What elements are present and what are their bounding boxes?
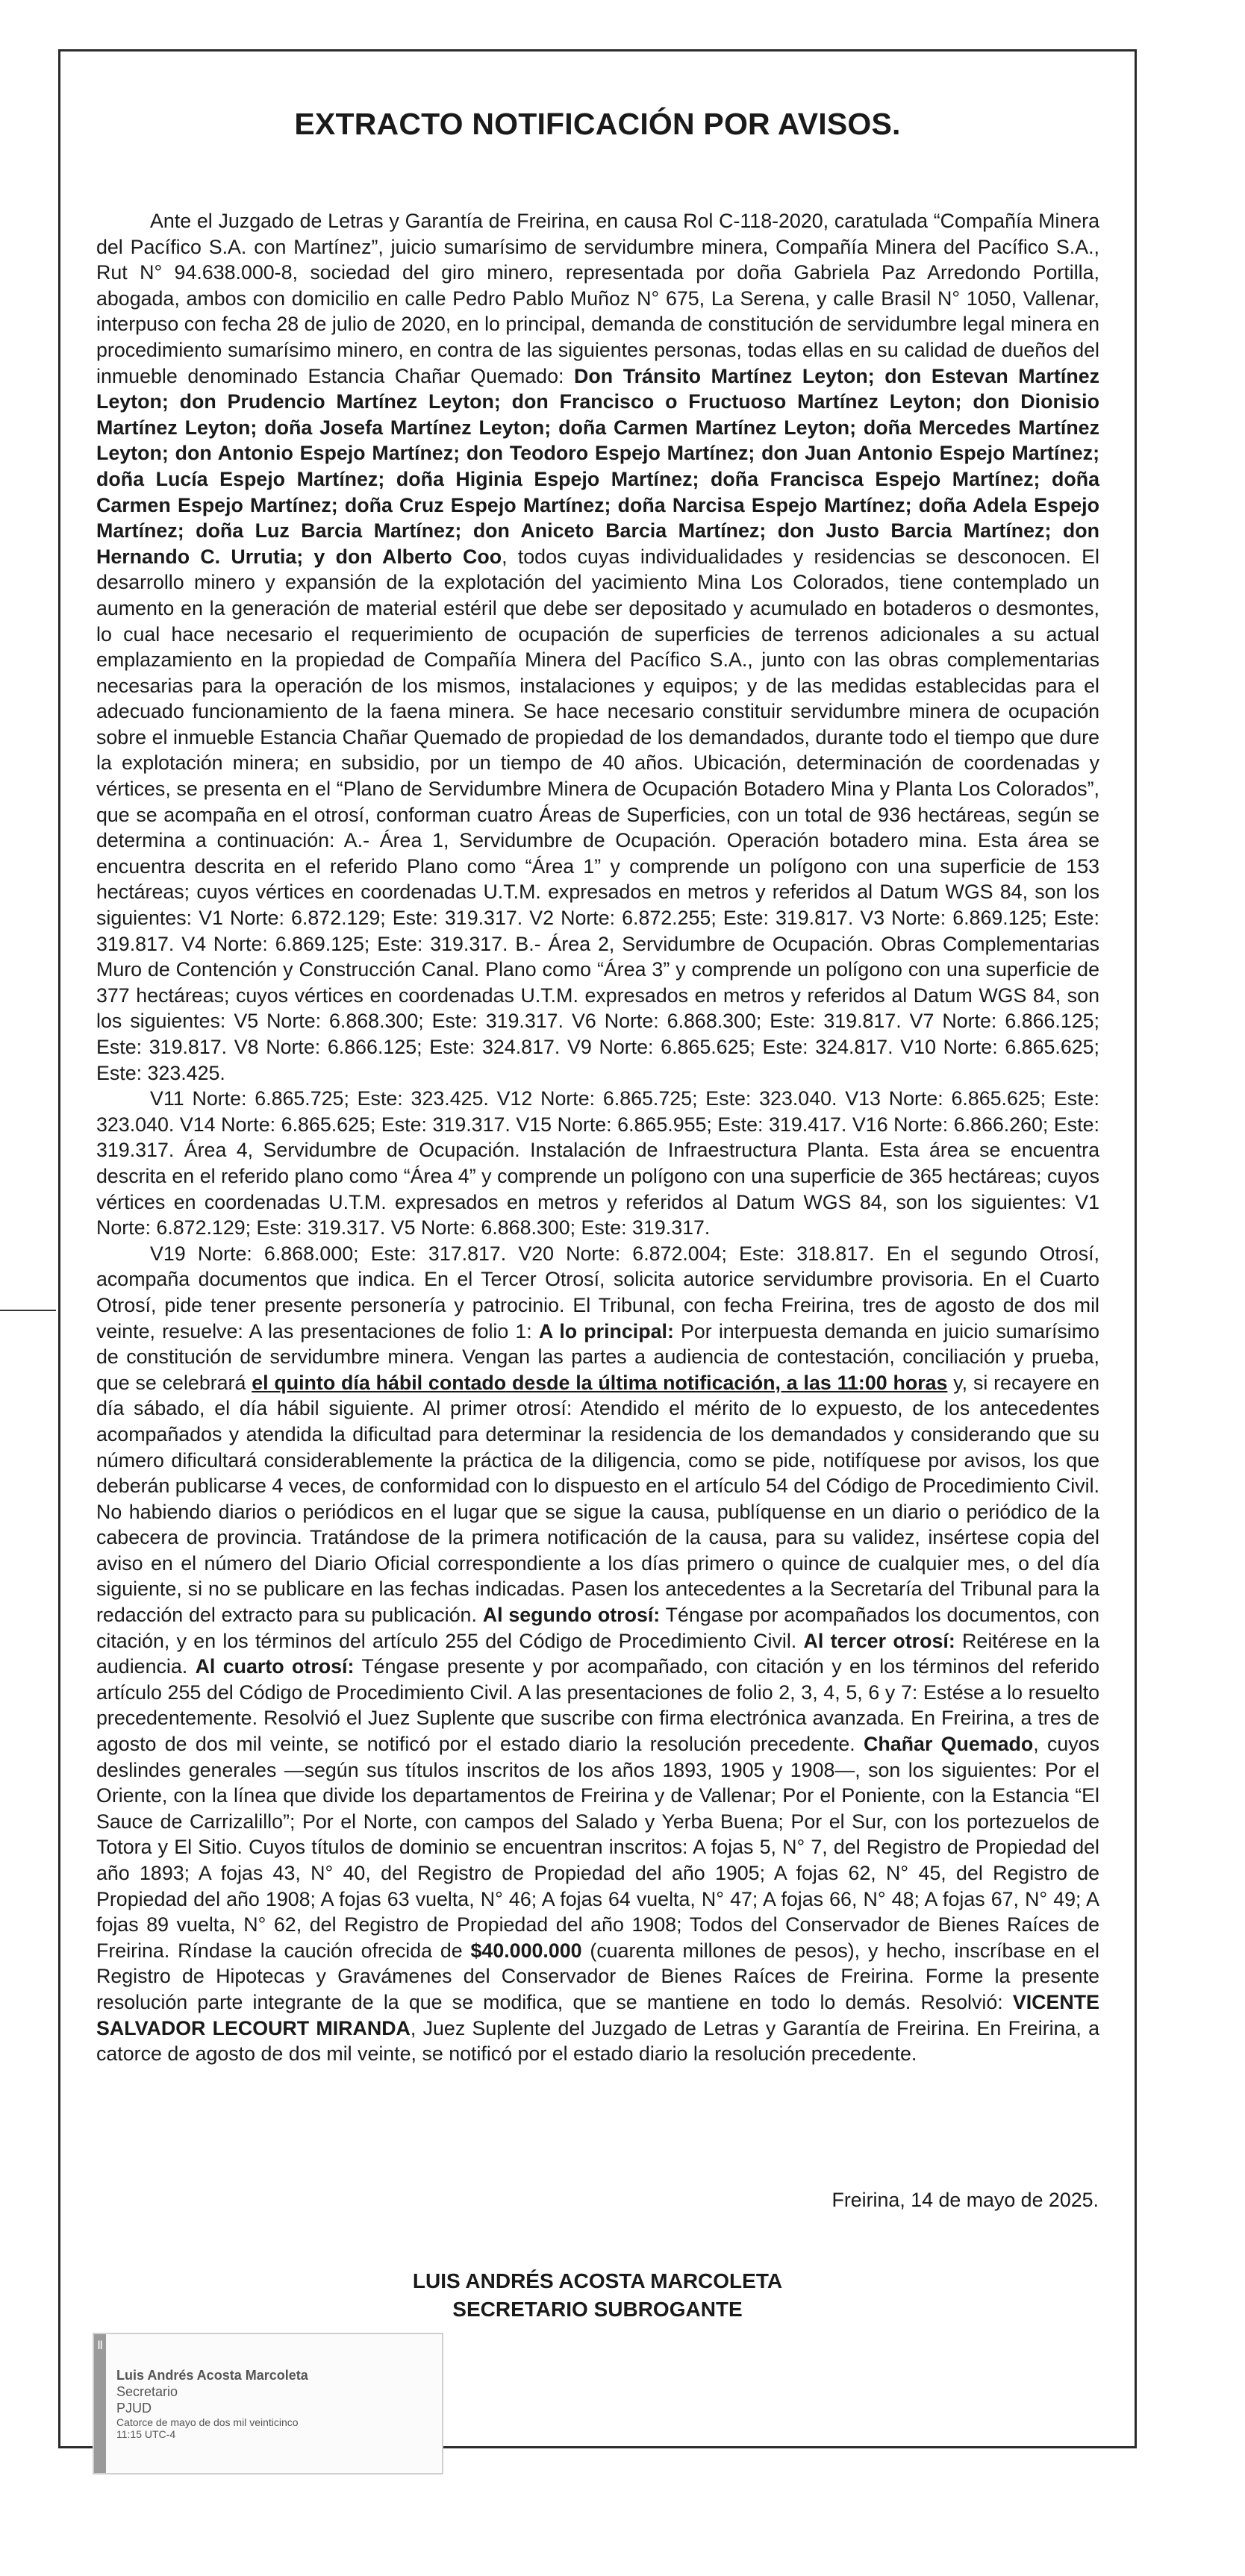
signature-name: Luis Andrés Acosta Marcoleta: [116, 2368, 308, 2383]
page-title: EXTRACTO NOTIFICACIÓN POR AVISOS.: [294, 107, 901, 141]
bold-run: VICENTE SALVADOR LECOURT MIRANDA: [96, 1990, 1099, 2039]
bold-run: Al segundo otrosí:: [482, 1604, 661, 1627]
date-line: Freirina, 14 de mayo de 2025.: [831, 2189, 1099, 2211]
text-run: V19 Norte: 6.868.000; Este: 317.817. V20 Norte: 6.872.004; Este: 318.817. En el segundo Otrosí, acompaña documentos que indica. En el Tercer Otrosí, solicita autorice servidumbre provisoria. En el Cuarto Otrosí, pide tener presente personería y patrocinio. El Tribunal, con fecha Freirina, tres de agosto de dos mil veinte, resuelve: A las presentaciones de folio 1:: [96, 1242, 1099, 1342]
signature-position: Secretario: [116, 2384, 178, 2399]
signer-role: SECRETARIO SUBROGANTE: [452, 2298, 743, 2321]
body-paragraph: [96, 1241, 1099, 2067]
notice-body: [96, 208, 1099, 2067]
signer-name: LUIS ANDRÉS ACOSTA MARCOLETA: [412, 2269, 783, 2292]
pjud-logo-icon: Ⅱ: [97, 2338, 103, 2352]
bold-run: el quinto día hábil contado desde la última notificación, a las 11:00 horas: [252, 1371, 948, 1394]
bold-run: Don Tránsito Martínez Leyton; don Estevan Martínez Leyton; don Prudencio Martínez Leyton; don Francisco o Fructuoso Martínez Leyton; don Dionisio Martínez Leyton; doña Josefa Martínez Leyton; doña Carmen Martínez Leyton; doña Mercedes Martínez Leyton; don Antonio Espejo Martínez; don Teodoro Espejo Martínez; don Juan Antonio Espejo Martínez; doña Lucía Espejo Martínez; doña Higinia Espejo Martínez; doña Francisca Espejo Martínez; doña Carmen Espejo Martínez; doña Cruz Espejo Martínez; doña Narcisa Espejo Martínez; doña Adela Espejo Martínez; doña Luz Barcia Martínez; don Aniceto Barcia Martínez; don Justo Barcia Martínez; don Hernando C. Urrutia; y don Alberto Coo: [96, 364, 1099, 568]
bold-run: Chañar Quemado: [864, 1733, 1034, 1756]
text-run: V11 Norte: 6.865.725; Este: 323.425. V12 Norte: 6.865.725; Este: 323.040. V13 Norte: 6.865.625; Este: 323.040. V14 Norte: 6.865.625; Este: 319.317. V15 Norte: 6.865.955; Este: 319.417. V16 Norte: 6.866.260; Este: 319.317. Área 4, Servidumbre de Ocupación. Instalación de Infraestructura Planta. Esta área se encuentra descrita en el referido plano como “Área 4” y comprende un polígono con una superficie de 365 hectáreas; cuyos vértices en coordenadas U.T.M. expresados en metros y referidos al Datum WGS 84, son los siguientes: V1 Norte: 6.872.129; Este: 319.317. V5 Norte: 6.868.300; Este: 319.317.: [96, 1087, 1099, 1239]
signer-block: [60, 2267, 1135, 2324]
text-run: , Juez Suplente del Juzgado de Letras y Garantía de Freirina. En Freirina, a catorce de agosto de dos mil veinte, se notificó por el estado diario la resolución precedente.: [96, 2016, 1099, 2066]
margin-rule: [0, 1310, 56, 1311]
text-run: y, si recayere en día sábado, el día hábil siguiente. Al primer otrosí: Atendido el mérito de lo expuesto, de los antecedentes acompañados y atendida la dificultad para determinar la residencia de los demandados y considerando que su número dificultará considerablemente la práctica de la diligencia, como se pide, notifíquese por avisos, los que deberán publicarse 4 veces, de conformidad con lo dispuesto en el artículo 54 del Código de Procedimiento Civil. No habiendo diarios o periódicos en el lugar que se sigue la causa, publíquense en un diario o periódico de la cabecera de provincia. Tratándose de la primera notificación de la causa, para su validez, insértese copia del aviso en el número del Diario Oficial correspondiente a los días primero o quince de cualquier mes, o del día siguiente, si no se publicare en las fechas indicadas. Pasen los antecedentes a la Secretaría del Tribunal para la redacción del extracto para su publicación.: [96, 1371, 1100, 1627]
signature-time: 11:15 UTC-4: [116, 2428, 176, 2440]
text-run: Téngase por acompañados los documentos, con citación, y en los términos del artículo 255 del Código de Procedimiento Civil.: [96, 1604, 1099, 1652]
bold-run: A lo principal:: [538, 1319, 674, 1342]
text-run: Reitérese en la audiencia.: [96, 1629, 1099, 1678]
text-run: Por interpuesta demanda en juicio sumarísimo de constitución de servidumbre minera. Vengan las partes a audiencia de contestación, conciliación y prueba, que se celebrará: [96, 1319, 1099, 1394]
text-run: (cuarenta millones de pesos), y hecho, inscríbase en el Registro de Hipotecas y Gravámenes del Conservador de Bienes Raíces de Freirina. Forme la presente resolución parte integrante de la que se modifica, que se mantiene en todo lo demás. Resolvió:: [96, 1939, 1099, 2013]
bold-run: Al cuarto otrosí:: [195, 1655, 355, 1678]
bold-run: $40.000.000: [470, 1939, 582, 1962]
text-run: , cuyos deslindes generales —según sus títulos inscritos de los años 1893, 1905 y 1908—, son los siguientes: Por el Oriente, con la línea que divide los departamentos de Freirina y de Vallenar; Por el Poniente, con la Estancia “El Sauce de Carrizalillo”; Por el Norte, con campos del Salado y Yerba Buena; Por el Sur, con los portezuelos de Totora y El Sitio. Cuyos títulos de dominio se encuentran inscritos: A fojas 5, N° 7, del Registro de Propiedad del año 1893; A fojas 43, N° 40, del Registro de Propiedad del año 1905; A fojas 62, N° 45, del Registro de Propiedad del año 1908; A fojas 63 vuelta, N° 46; A fojas 64 vuelta, N° 47; A fojas 66, N° 48; A fojas 67, N° 49; A fojas 89 vuelta, N° 62, del Registro de Propiedad del año 1908; Todos del Conservador de Bienes Raíces de Freirina. Ríndase la caución ofrecida de: [96, 1733, 1099, 1962]
body-paragraph: [96, 1086, 1099, 1241]
signature-text: [116, 2367, 308, 2440]
text-run: Ante el Juzgado de Letras y Garantía de Freirina, en causa Rol C-118-2020, caratulada “Compañía Minera del Pacífico S.A. con Martínez”, juicio sumarísimo de servidumbre minera, Compañía Minera del Pacífico S.A., Rut N° 94.638.000-8, sociedad del giro minero, representada por doña Gabriela Paz Arredondo Portilla, abogada, ambos con domicilio en calle Pedro Pablo Muñoz N° 675, La Serena, y calle Brasil N° 1050, Vallenar, interpuso con fecha 28 de julio de 2020, en lo principal, demanda de constitución de servidumbre legal minera en procedimiento sumarísimo minero, en contra de las siguientes personas, todas ellas en su calidad de dueños del inmueble denominado Estancia Chañar Quemado:: [96, 210, 1099, 387]
text-run: Téngase presente y por acompañado, con citación y en los términos del referido artículo 255 del Código de Procedimiento Civil. A las presentaciones de folio 2, 3, 4, 5, 6 y 7: Estése a lo resuelto precedentemente. Resolvió el Juez Suplente que suscribe con firma electrónica avanzada. En Freirina, a tres de agosto de dos mil veinte, se notificó por el estado diario la resolución precedente.: [96, 1655, 1099, 1756]
body-paragraph: [96, 208, 1099, 1086]
text-run: , todos cuyas individualidades y residencias se desconocen. El desarrollo minero y expansión de la explotación del yacimiento Mina Los Colorados, tiene contemplado un aumento en la generación de material estéril que debe ser depositado y acumulado en botaderos o desmontes, lo cual hace necesario el requerimiento de ocupación de superficies de terrenos adicionales a su actual emplazamiento en la propiedad de Compañía Minera del Pacífico S.A., junto con las obras complementarias necesarias para la operación de los mismos, instalaciones y equipos; y de las medidas establecidas para el adecuado funcionamiento de la faena minera. Se hace necesario constituir servidumbre minera de ocupación sobre el inmueble Estancia Chañar Quemado de propiedad de los demandados, durante todo el tiempo que dure la explotación minera; en subsidio, por un tiempo de 40 años. Ubicación, determinación de coordenadas y vértices, se presenta en el “Plano de Servidumbre Minera de Ocupación Botadero Mina y Planta Los Colorados”, que se acompaña en el otrosí, conforman cuatro Áreas de Superficies, con un total de 936 hectáreas, según se determina a continuación: A.- Área 1, Servidumbre de Ocupación. Operación botadero mina. Esta área se encuentra descrita en el referido Plano como “Área 1” y comprende un polígono con una superficie de 153 hectáreas; cuyos vértices en coordenadas U.T.M. expresados en metros y referidos al Datum WGS 84, son los siguientes: V1 Norte: 6.872.129; Este: 319.317. V2 Norte: 6.872.255; Este: 319.817. V3 Norte: 6.869.125; Este: 319.817. V4 Norte: 6.869.125; Este: 319.317. B.- Área 2, Servidumbre de Ocupación. Obras Complementarias Muro de Contención y Construcción Canal. Plano como “Área 3” y comprende un polígono con una superficie de 377 hectáreas; cuyos vértices en coordenadas U.T.M. expresados en metros y referidos al Datum WGS 84, son los siguientes: V5 Norte: 6.868.300; Este: 319.317. V6 Norte: 6.868.300; Este: 319.817. V7 Norte: 6.866.125; Este: 319.817. V8 Norte: 6.866.125; Este: 324.817. V9 Norte: 6.865.625; Este: 324.817. V10 Norte: 6.865.625; Este: 323.425.: [96, 545, 1099, 1084]
signature-institution: PJUD: [116, 2401, 152, 2416]
signature-strip: [94, 2334, 106, 2473]
electronic-signature-stamp: [93, 2333, 443, 2475]
signature-date: Catorce de mayo de dos mil veinticinco: [116, 2416, 299, 2428]
bold-run: Al tercer otrosí:: [803, 1629, 955, 1652]
notice-box: [58, 49, 1137, 2448]
